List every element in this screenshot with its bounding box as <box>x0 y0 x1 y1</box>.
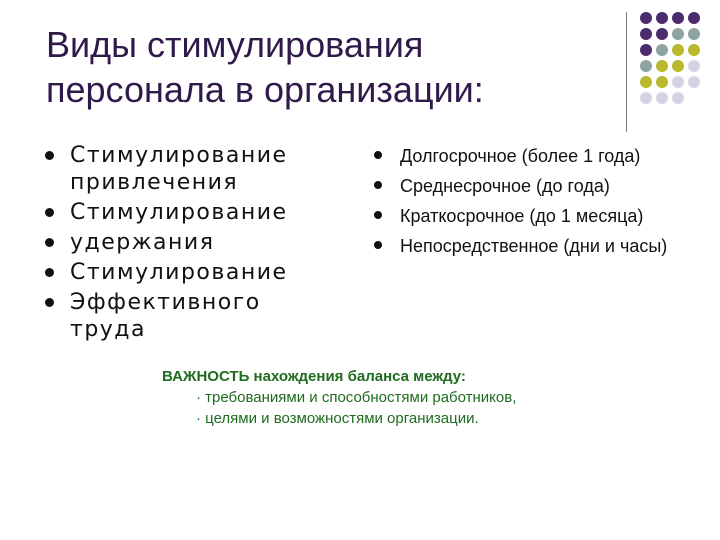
list-item <box>42 199 342 226</box>
bullet-icon <box>45 268 54 277</box>
balance-note <box>162 366 682 429</box>
decorative-dot <box>656 76 668 88</box>
note-item: · требованиями и способностями работников, <box>196 389 517 406</box>
list-item <box>42 229 342 256</box>
list-item-text: Долгосрочное (более 1 года) <box>400 146 641 166</box>
decorative-dot <box>640 60 652 72</box>
list-item-text: Непосредственное (дни и часы) <box>400 236 668 256</box>
slide-title-line-2: персонала в организации: <box>46 69 484 110</box>
list-item-text: удержания <box>70 230 215 255</box>
decorative-dot <box>672 28 684 40</box>
decorative-dot <box>672 44 684 56</box>
decorative-dot <box>688 28 700 40</box>
decorative-dot <box>672 92 684 104</box>
list-item-text: Среднесрочное (до года) <box>400 176 610 196</box>
decorative-dot <box>656 28 668 40</box>
list-item-text: Краткосрочное (до 1 месяца) <box>400 206 644 226</box>
list-item <box>370 204 690 228</box>
bullet-icon <box>45 151 54 160</box>
slide-title-line-1: Виды стимулирования <box>46 24 424 65</box>
decorative-dot <box>672 60 684 72</box>
decorative-dot <box>672 12 684 24</box>
list-item <box>370 174 690 198</box>
decorative-dot <box>656 92 668 104</box>
decorative-dot <box>672 76 684 88</box>
bullet-icon <box>374 211 382 219</box>
list-item <box>42 289 342 343</box>
decorative-dot <box>688 76 700 88</box>
list-item <box>42 142 342 196</box>
decorative-dot <box>656 12 668 24</box>
list-item <box>370 144 690 168</box>
list-item-text: Стимулирование <box>70 260 288 285</box>
decorative-divider <box>626 12 627 132</box>
bullet-icon <box>374 151 382 159</box>
decorative-dot <box>688 60 700 72</box>
decorative-dot <box>640 92 652 104</box>
bullet-icon <box>374 241 382 249</box>
decorative-dot <box>688 12 700 24</box>
bullet-icon <box>45 298 54 307</box>
list-item-text: Стимулирование <box>70 200 288 225</box>
bullet-icon <box>45 208 54 217</box>
slide-title <box>46 22 606 112</box>
right-bullet-list <box>370 144 690 264</box>
bullet-icon <box>45 238 54 247</box>
note-emphasis: ВАЖНОСТЬ <box>162 368 250 385</box>
decorative-dot <box>640 76 652 88</box>
decorative-dot <box>688 44 700 56</box>
decorative-dot <box>656 60 668 72</box>
decorative-dot <box>656 44 668 56</box>
left-bullet-list <box>42 142 342 346</box>
note-item: · целями и возможностями организации. <box>196 410 479 427</box>
decorative-dot <box>640 44 652 56</box>
list-item <box>370 234 690 258</box>
note-heading <box>162 366 682 387</box>
decorative-dot <box>640 12 652 24</box>
list-item-text: Эффективного труда <box>70 290 261 342</box>
note-lead: нахождения баланса между: <box>249 368 466 385</box>
list-item-text: Стимулирование привлечения <box>70 143 288 195</box>
decorative-dot <box>640 28 652 40</box>
bullet-icon <box>374 181 382 189</box>
list-item <box>42 259 342 286</box>
